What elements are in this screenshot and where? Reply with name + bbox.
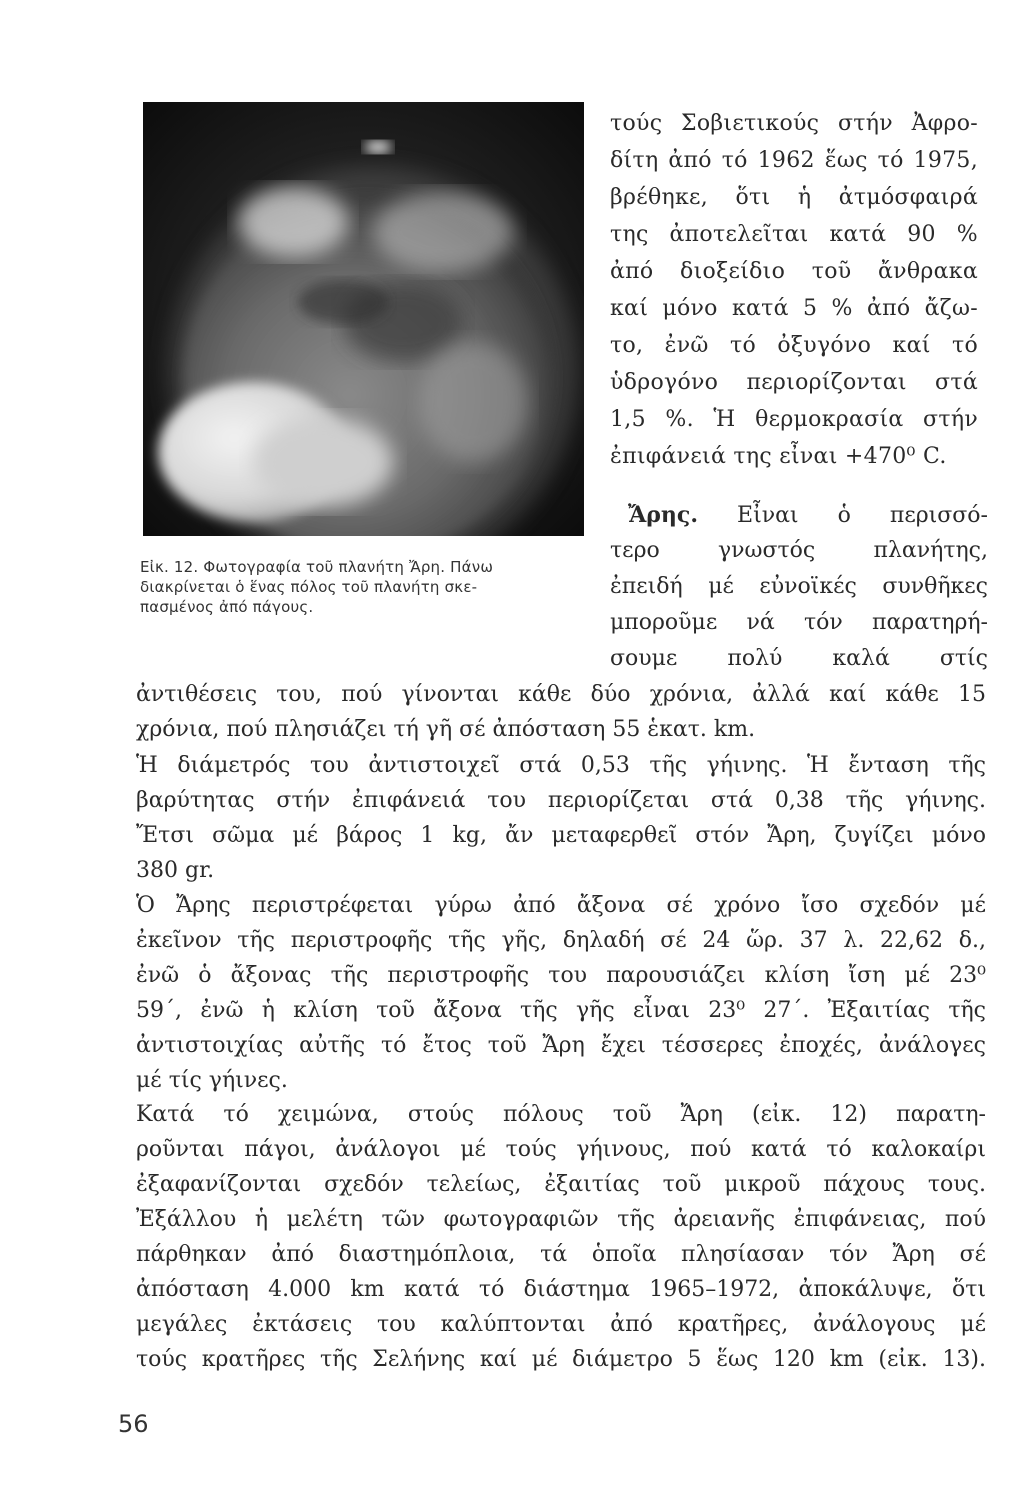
paragraph: [136, 677, 986, 747]
section-heading-ares: Ἄρης.: [628, 502, 698, 528]
text-line: ἐπειδή μέ εὐνοϊκές συνθῆκες: [610, 574, 988, 599]
text-line: ἀντιθέσεις του, πού γίνονται κάθε δύο χρόνια, ἀλλά καί κάθε 15: [136, 682, 986, 707]
text-line: χρόνια, πού πλησιάζει τή γῆ σέ ἀπόσταση 55 ἑκατ. km.: [136, 717, 756, 742]
text-line: ἐκεῖνον τῆς περιστροφῆς τῆς γῆς, δηλαδή σέ 24 ὥρ. 37 λ. 22,62 δ.,: [136, 928, 986, 953]
paragraph: [136, 748, 986, 888]
caption-line: πασμένος ἀπό πάγους.: [140, 598, 314, 616]
text-line: 380 gr.: [136, 858, 215, 883]
text-line: 59΄, ἐνῶ ἡ κλίση τοῦ ἄξονα τῆς γῆς εἶναι 23⁰ 27΄. Ἐξαιτίας τῆς: [136, 998, 986, 1023]
text-line: τούς Σοβιετικούς στήν Ἀφρο-: [610, 111, 978, 136]
text-line: Ὁ Ἄρης περιστρέφεται γύρω ἀπό ἄξονα σέ χρόνο ἴσο σχεδόν μέ: [136, 893, 986, 918]
text-line: Ἔτσι σῶμα μέ βάρος 1 kg, ἄν μεταφερθεῖ στόν Ἄρη, ζυγίζει μόνο: [136, 823, 986, 848]
text-line: ἀπό διοξείδιο τοῦ ἄνθρακα: [610, 259, 978, 284]
text-line: σουμε πολύ καλά στίς: [610, 646, 988, 671]
text-line: βαρύτητας στήν ἐπιφάνειά του περιορίζεται στά 0,38 τῆς γήινης.: [136, 788, 986, 813]
text-line: μέ τίς γήινες.: [136, 1068, 288, 1093]
caption-line: Εἰκ. 12. Φωτογραφία τοῦ πλανήτη Ἄρη. Πάνω: [140, 558, 494, 576]
text-line: βρέθηκε, ὅτι ἡ ἀτμόσφαιρά: [610, 185, 978, 210]
text-line: τερο γνωστός πλανήτης,: [610, 538, 988, 563]
figure-caption: [140, 557, 580, 617]
text-line: καί μόνο κατά 5 % ἀπό ἄζω-: [610, 296, 978, 321]
text-line: ὑδρογόνο περιορίζονται στά: [610, 370, 978, 395]
text-line: ἐνῶ ὁ ἄξονας τῆς περιστροφῆς του παρουσιάζει κλίση ἴση μέ 23⁰: [136, 963, 986, 988]
text-fragment: Εἶναι ὁ περισσό-: [697, 503, 988, 528]
text-line: 1,5 %. Ἡ θερμοκρασία στήν: [610, 407, 978, 432]
mars-photograph: [143, 102, 584, 536]
mars-section-intro: [610, 497, 988, 677]
text-line: μεγάλες ἐκτάσεις του καλύπτονται ἀπό κρατῆρες, ἀνάλογους μέ: [136, 1312, 986, 1337]
text-line: το, ἐνῶ τό ὀξυγόνο καί τό: [610, 333, 978, 358]
text-line: ἐπιφάνειά της εἶναι +470⁰ C.: [610, 444, 947, 469]
text-line: [610, 497, 988, 533]
caption-line: διακρίνεται ὁ ἕνας πόλος τοῦ πλανήτη σκε-: [140, 578, 478, 596]
text-line: δίτη ἀπό τό 1962 ἕως τό 1975,: [610, 148, 978, 173]
page-number: 56: [118, 1410, 149, 1438]
text-line: μποροῦμε νά τόν παρατηρή-: [610, 610, 988, 635]
paragraph: [136, 888, 986, 1098]
text-line: ροῦνται πάγοι, ἀνάλογοι μέ τούς γήινους, πού κατά τό καλοκαίρι: [136, 1137, 986, 1162]
text-line: τούς κρατῆρες τῆς Σελήνης καί μέ διάμετρο 5 ἕως 120 km (εἰκ. 13).: [136, 1347, 986, 1372]
text-line: ἐξαφανίζονται σχεδόν τελείως, ἐξαιτίας τοῦ μικροῦ πάχους τους.: [136, 1172, 986, 1197]
text-line: ἀπόσταση 4.000 km κατά τό διάστημα 1965–1972, ἀποκάλυψε, ὅτι: [136, 1277, 986, 1302]
text-line: Ἐξάλλου ἡ μελέτη τῶν φωτογραφιῶν τῆς ἀρειανῆς ἐπιφάνειας, πού: [136, 1207, 986, 1232]
text-line: ἀντιστοιχίας αὐτῆς τό ἔτος τοῦ Ἄρη ἔχει τέσσερες ἐποχές, ἀνάλογες: [136, 1033, 986, 1058]
right-column-text: [610, 105, 978, 475]
text-line: της ἀποτελεῖται κατά 90 %: [610, 222, 978, 247]
text-line: Ἡ διάμετρός του ἀντιστοιχεῖ στά 0,53 τῆς γήινης. Ἡ ἔνταση τῆς: [136, 753, 986, 778]
text-line: πάρθηκαν ἀπό διαστημόπλοια, τά ὁποῖα πλησίασαν τόν Ἄρη σέ: [136, 1242, 986, 1267]
text-line: Κατά τό χειμώνα, στούς πόλους τοῦ Ἄρη (εἰκ. 12) παρατη-: [136, 1102, 986, 1127]
paragraph: [136, 1097, 986, 1377]
